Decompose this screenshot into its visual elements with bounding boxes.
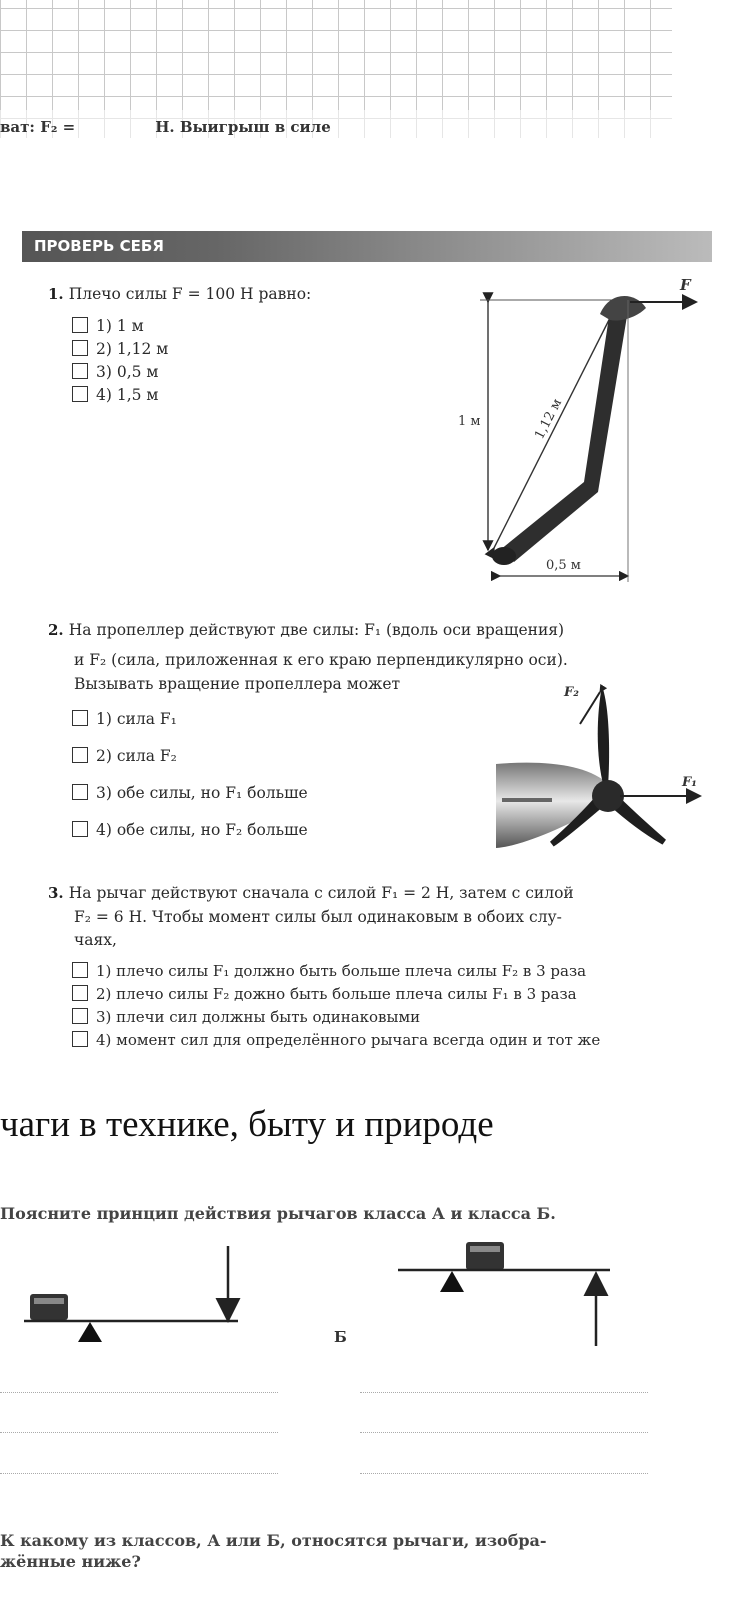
q1-option-label: 2) 1,12 м bbox=[96, 340, 169, 358]
answer-line-a3[interactable] bbox=[0, 1473, 278, 1474]
weight-a bbox=[30, 1294, 68, 1320]
task2-line-1: К какому из классов, А или Б, относятся рычаги, изобра- bbox=[0, 1531, 547, 1550]
answer-line-b1[interactable] bbox=[360, 1392, 648, 1393]
answer-line bbox=[0, 118, 331, 136]
q3-option[interactable] bbox=[72, 962, 600, 985]
q3-line-2: F₂ = 6 Н. Чтобы момент силы был одинаковым в обоих слу- bbox=[74, 908, 562, 926]
propeller-hub bbox=[592, 780, 624, 812]
checkbox[interactable] bbox=[72, 1031, 88, 1047]
diagonal-label: 1,12 м bbox=[532, 396, 566, 442]
checkbox[interactable] bbox=[72, 710, 88, 726]
f1-label: F₁ bbox=[682, 775, 697, 790]
q2-options bbox=[72, 710, 308, 858]
q2-option-label: 1) сила F₁ bbox=[96, 710, 177, 728]
f2-shaft bbox=[580, 692, 600, 724]
q2-option-label: 3) обе силы, но F₁ больше bbox=[96, 784, 308, 802]
base-label: 0,5 м bbox=[546, 558, 581, 573]
q1-option[interactable] bbox=[72, 317, 168, 340]
q3-line-1: На рычаг действуют сначала с силой F₁ = 2 Н, затем с силой bbox=[68, 884, 574, 902]
q3-option-label: 1) плечо силы F₁ должно быть больше плеча силы F₂ в 3 раза bbox=[96, 962, 587, 980]
q3-option[interactable] bbox=[72, 1008, 600, 1031]
q3-option-label: 3) плечи сил должны быть одинаковыми bbox=[96, 1008, 421, 1026]
fulcrum-a bbox=[78, 1322, 102, 1342]
answer-line-b2[interactable] bbox=[360, 1432, 648, 1433]
q3-option[interactable] bbox=[72, 985, 600, 1008]
q3-option[interactable] bbox=[72, 1031, 600, 1054]
section-title: ПРОВЕРЬ СЕБЯ bbox=[34, 237, 164, 255]
answer-line-a2[interactable] bbox=[0, 1432, 278, 1433]
checkbox[interactable] bbox=[72, 340, 88, 356]
checkbox[interactable] bbox=[72, 317, 88, 333]
q3-options bbox=[72, 962, 600, 1054]
label-b: Б bbox=[334, 1328, 347, 1346]
q1-number: 1. bbox=[48, 285, 64, 303]
checkbox[interactable] bbox=[72, 962, 88, 978]
answer-prefix: ват: F₂ = bbox=[0, 118, 76, 136]
wrench-end bbox=[492, 547, 516, 565]
height-label: 1 м bbox=[458, 414, 481, 429]
f2-label: F₂ bbox=[564, 685, 579, 700]
propeller-figure bbox=[492, 678, 714, 864]
wrench-handle bbox=[500, 310, 628, 562]
q1-options bbox=[72, 317, 168, 409]
q3-number: 3. bbox=[48, 884, 64, 902]
checkbox[interactable] bbox=[72, 747, 88, 763]
q2-line-3: Вызывать вращение пропеллера может bbox=[74, 675, 401, 693]
q2-option[interactable] bbox=[72, 821, 308, 858]
q2-stem bbox=[48, 620, 564, 639]
weight-b-highlight bbox=[470, 1246, 500, 1252]
q3-stem bbox=[48, 883, 574, 902]
checkbox[interactable] bbox=[72, 784, 88, 800]
q2-option-label: 4) обе силы, но F₂ больше bbox=[96, 821, 308, 839]
force-label: F bbox=[680, 276, 691, 294]
q1-text: Плечо силы F = 100 Н равно: bbox=[68, 285, 312, 303]
checkbox[interactable] bbox=[72, 1008, 88, 1024]
q2-option[interactable] bbox=[72, 747, 308, 784]
lever-b-figure bbox=[390, 1234, 620, 1354]
q2-line-2: и F₂ (сила, приложенная к его краю перпендикулярно оси). bbox=[74, 651, 568, 669]
q1-option[interactable] bbox=[72, 363, 168, 386]
wrench-figure bbox=[450, 270, 720, 590]
checkbox[interactable] bbox=[72, 985, 88, 1001]
q1-stem bbox=[48, 284, 311, 303]
q1-option[interactable] bbox=[72, 386, 168, 409]
page-heading: чаги в технике, быту и природе bbox=[0, 1104, 494, 1145]
task2-line-2: жённые ниже? bbox=[0, 1552, 141, 1571]
q3-option-label: 4) момент сил для определённого рычага всегда один и тот же bbox=[96, 1031, 601, 1049]
q2-number: 2. bbox=[48, 621, 64, 639]
q1-option-label: 3) 0,5 м bbox=[96, 363, 159, 381]
fulcrum-b bbox=[440, 1271, 464, 1292]
answer-suffix: Н. Выигрыш в силе bbox=[155, 118, 331, 136]
q2-line-1: На пропеллер действуют две силы: F₁ (вдоль оси вращения) bbox=[68, 621, 565, 639]
answer-line-a1[interactable] bbox=[0, 1392, 278, 1393]
checkbox[interactable] bbox=[72, 821, 88, 837]
checkbox[interactable] bbox=[72, 386, 88, 402]
dashes bbox=[502, 798, 552, 802]
q1-option-label: 1) 1 м bbox=[96, 317, 144, 335]
weight-a-highlight bbox=[34, 1298, 64, 1304]
q1-option-label: 4) 1,5 м bbox=[96, 386, 159, 404]
propeller-blade-up bbox=[598, 686, 609, 788]
q2-option-label: 2) сила F₂ bbox=[96, 747, 177, 765]
q1-option[interactable] bbox=[72, 340, 168, 363]
checkbox[interactable] bbox=[72, 363, 88, 379]
answer-line-b3[interactable] bbox=[360, 1473, 648, 1474]
task1-text: Поясните принцип действия рычагов класса А и класса Б. bbox=[0, 1204, 556, 1223]
q2-option[interactable] bbox=[72, 710, 308, 747]
q3-option-label: 2) плечо силы F₂ дожно быть больше плеча силы F₁ в 3 раза bbox=[96, 985, 577, 1003]
q2-option[interactable] bbox=[72, 784, 308, 821]
lever-a-figure bbox=[20, 1238, 260, 1353]
section-bar bbox=[22, 231, 712, 262]
q3-line-3: чаях, bbox=[74, 931, 117, 949]
